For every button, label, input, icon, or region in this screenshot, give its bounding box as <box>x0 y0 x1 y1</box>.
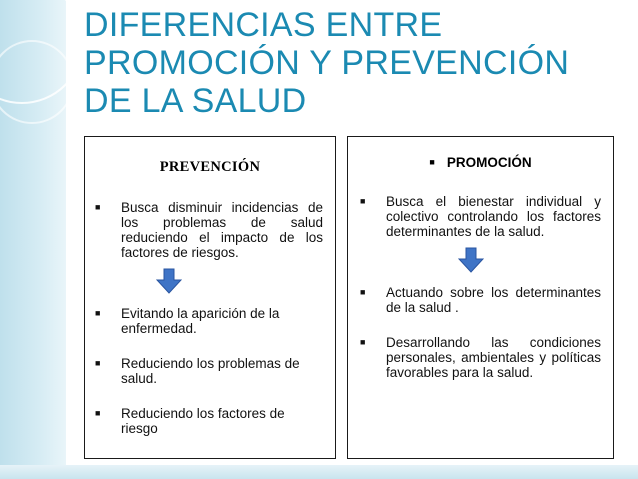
bottom-decorative-band <box>0 465 638 479</box>
square-bullet-icon: ■ <box>95 358 101 368</box>
list-item <box>95 406 323 436</box>
list-item-text: Desarrollando las condiciones personales, ambientales y políticas favorables para la salud. <box>386 335 601 380</box>
list-item <box>360 335 601 380</box>
promocion-list <box>348 285 613 380</box>
list-item-text: Evitando la aparición de la enfermedad. <box>121 306 280 336</box>
prevencion-box <box>84 136 336 459</box>
list-item-text: Busca disminuir incidencias de los problemas de salud reduciendo el impacto de los factores de riesgos. <box>121 200 323 260</box>
down-arrow-icon <box>156 268 182 294</box>
list-item-text: Reduciendo los factores de riesgo <box>121 406 285 436</box>
list-item <box>360 285 601 315</box>
prevencion-list <box>85 306 335 436</box>
promocion-heading-text: PROMOCIÓN <box>446 155 532 170</box>
square-bullet-icon: ■ <box>429 157 435 167</box>
left-decorative-band <box>0 0 66 479</box>
promocion-heading <box>348 155 613 170</box>
slide-title: DIFERENCIAS ENTRE PROMOCIÓN Y PREVENCIÓN DE LA SALUD <box>84 6 570 120</box>
list-item-text: Reduciendo los problemas de salud. <box>121 356 300 386</box>
promocion-box <box>347 136 614 459</box>
promocion-list <box>348 194 613 239</box>
list-item <box>95 306 323 336</box>
down-arrow-icon <box>458 247 484 273</box>
list-item <box>95 356 323 386</box>
square-bullet-icon: ■ <box>95 308 101 318</box>
prevencion-list <box>85 200 335 260</box>
square-bullet-icon: ■ <box>360 287 366 297</box>
square-bullet-icon: ■ <box>360 337 366 347</box>
list-item <box>95 200 323 260</box>
prevencion-heading: PREVENCIÓN <box>159 159 261 175</box>
square-bullet-icon: ■ <box>95 408 101 418</box>
decorative-circle <box>0 40 74 124</box>
square-bullet-icon: ■ <box>95 202 101 212</box>
square-bullet-icon: ■ <box>360 196 366 206</box>
list-item-text: Busca el bienestar individual y colectivo controlando los factores determinantes de la salud. <box>386 194 601 239</box>
list-item-text: Actuando sobre los determinantes de la salud . <box>386 285 601 315</box>
list-item <box>360 194 601 239</box>
